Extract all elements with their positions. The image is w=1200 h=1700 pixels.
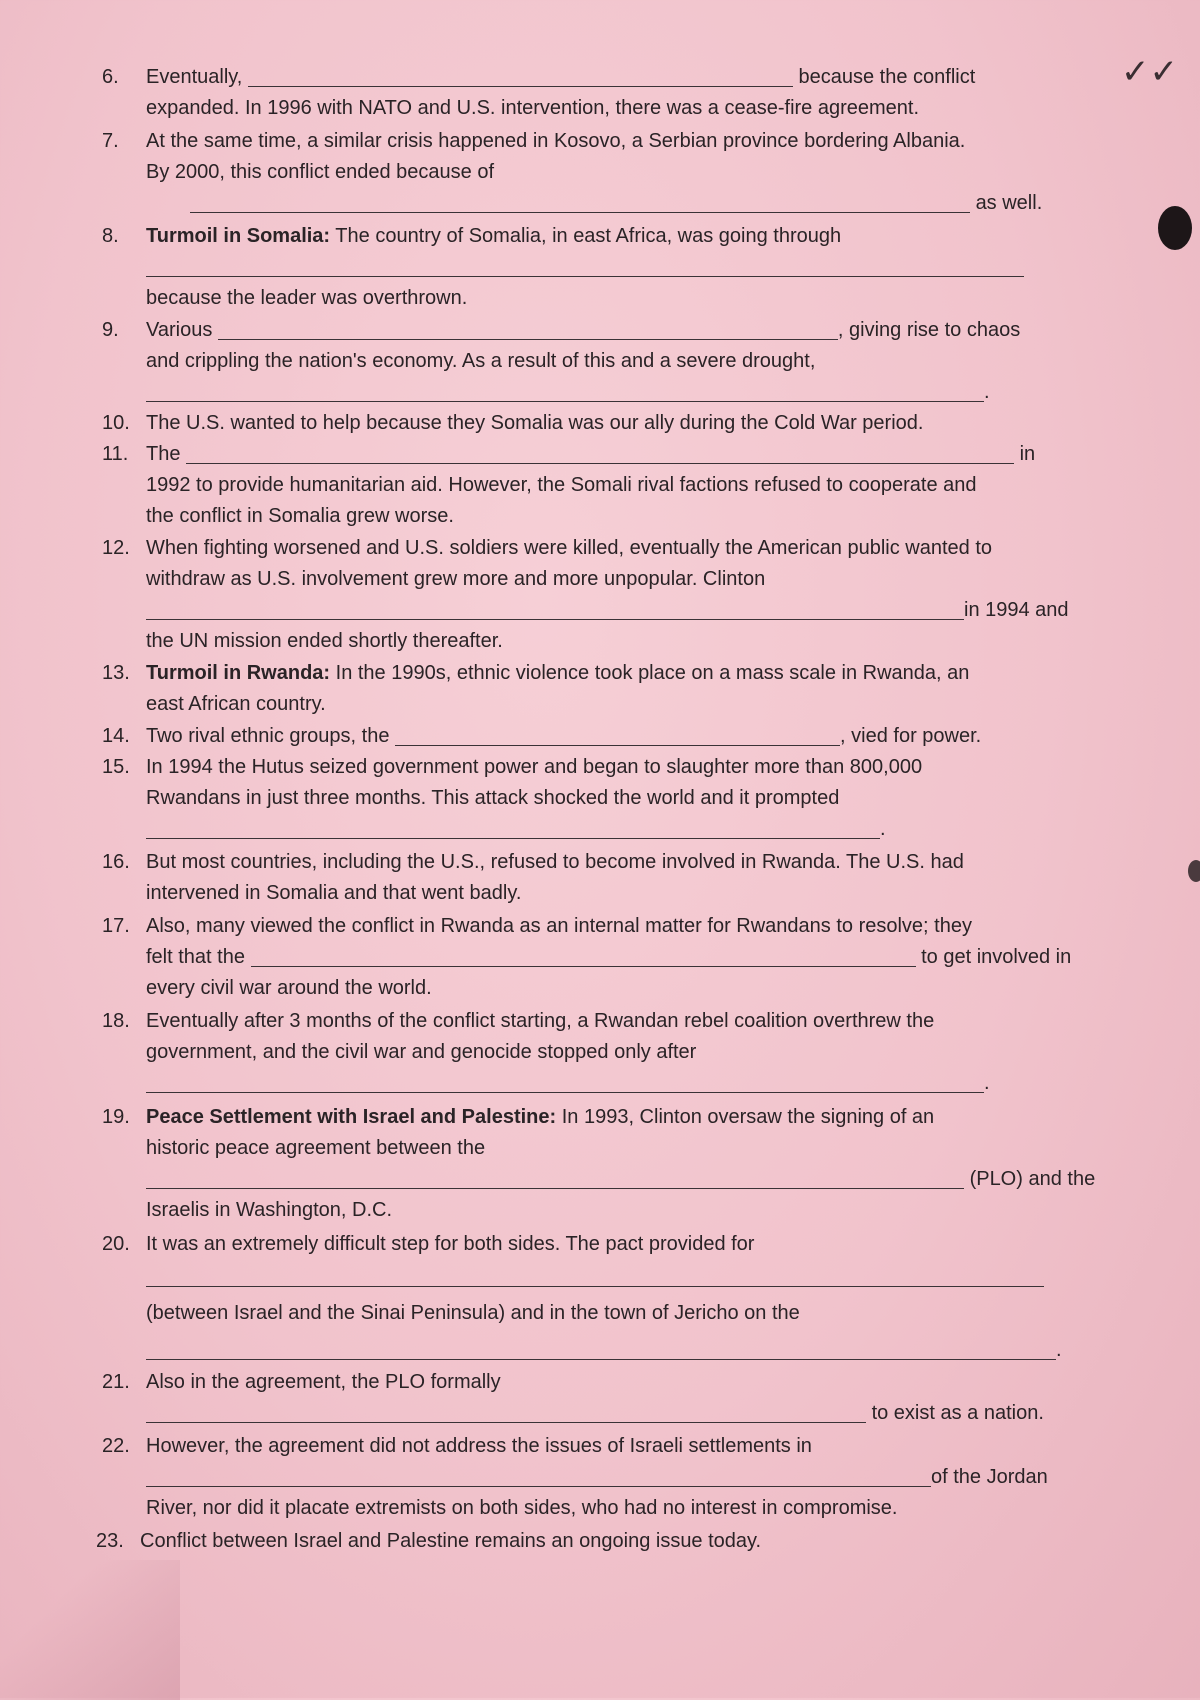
question-7: 7. At the same time, a similar crisis happened in Kosovo, a Serbian province bordering Albania. By 2000, this conflict ended because of as well. xyxy=(102,130,1043,214)
question-12: 12. When fighting worsened and U.S. soldiers were killed, eventually the American public wanted to withdraw as U.S. involvement grew more and more unpopular. Clinton in 1994 and the UN mission ended shortly thereafter. xyxy=(102,537,1069,652)
answer-blank[interactable] xyxy=(218,317,838,340)
question-22: 22. However, the agreement did not address the issues of Israeli settlements in of the Jordan River, nor did it placate extremists on both sides, who had no interest in compromise. xyxy=(102,1435,1048,1519)
answer-blank[interactable] xyxy=(251,944,916,967)
question-15: 15. In 1994 the Hutus seized government power and began to slaughter more than 800,000 Rwandans in just three months. This attack shocked the world and it prompted . xyxy=(102,756,923,840)
question-13: 13. Turmoil in Rwanda: In the 1990s, ethnic violence took place on a mass scale in Rwanda, an east African country. xyxy=(102,662,970,715)
question-16: 16. But most countries, including the U.S., refused to become involved in Rwanda. The U.S. had intervened in Somalia and that went badly. xyxy=(102,851,964,904)
question-23: 23. Conflict between Israel and Palestine remains an ongoing issue today. xyxy=(96,1530,762,1552)
check-marks: ✓✓ xyxy=(1121,53,1178,91)
question-14: 14. Two rival ethnic groups, the , vied for power. xyxy=(102,725,982,747)
answer-blank[interactable] xyxy=(190,190,970,213)
question-18: 18. Eventually after 3 months of the conflict starting, a Rwandan rebel coalition overthrew the government, and the civil war and genocide stopped only after . xyxy=(102,1010,990,1094)
answer-blank[interactable] xyxy=(248,64,793,87)
answer-blank[interactable] xyxy=(146,1400,866,1423)
edge-mark xyxy=(1188,860,1200,882)
question-21: 21. Also in the agreement, the PLO formally to exist as a nation. xyxy=(102,1371,1044,1424)
question-10: 10. The U.S. wanted to help because they Somalia was our ally during the Cold War period. xyxy=(102,412,924,434)
answer-blank[interactable] xyxy=(146,816,880,839)
question-17: 17. Also, many viewed the conflict in Rwanda as an internal matter for Rwandans to resolve; they felt that the to get involved in every civil war around the world. xyxy=(102,915,1072,999)
answer-blank[interactable] xyxy=(146,1337,1056,1360)
question-6: 6. Eventually, because the conflict expanded. In 1996 with NATO and U.S. intervention, there was a cease-fire agreement. xyxy=(102,66,976,119)
answer-blank[interactable] xyxy=(146,1166,964,1189)
answer-blank[interactable] xyxy=(146,379,984,402)
answer-blank[interactable] xyxy=(146,1264,1044,1287)
page-corner-shadow xyxy=(0,1560,180,1700)
question-11: 11. The in 1992 to provide humanitarian aid. However, the Somali rival factions refused to cooperate and the conflict in Somalia grew worse. xyxy=(102,443,1036,527)
answer-blank[interactable] xyxy=(146,597,964,620)
answer-blank[interactable] xyxy=(146,1464,931,1487)
question-8: 8. Turmoil in Somalia: The country of Somalia, in east Africa, was going through because the leader was overthrown. xyxy=(102,221,1102,314)
answer-blank[interactable] xyxy=(395,723,840,746)
question-19: 19. Peace Settlement with Israel and Palestine: In 1993, Clinton oversaw the signing of an historic peace agreement between the (PLO) and the Israelis in Washington, D.C. xyxy=(102,1106,1096,1221)
question-20: 20. It was an extremely difficult step for both sides. The pact provided for (between Israel and the Sinai Peninsula) and in the town of Jericho on the . xyxy=(102,1233,1062,1361)
hole-punch xyxy=(1158,206,1192,250)
answer-blank[interactable] xyxy=(186,441,1014,464)
answer-blank[interactable] xyxy=(146,1070,984,1093)
answer-blank[interactable] xyxy=(146,254,1024,277)
question-9: 9. Various , giving rise to chaos and crippling the nation's economy. As a result of this and a severe drought, . xyxy=(102,319,1021,403)
